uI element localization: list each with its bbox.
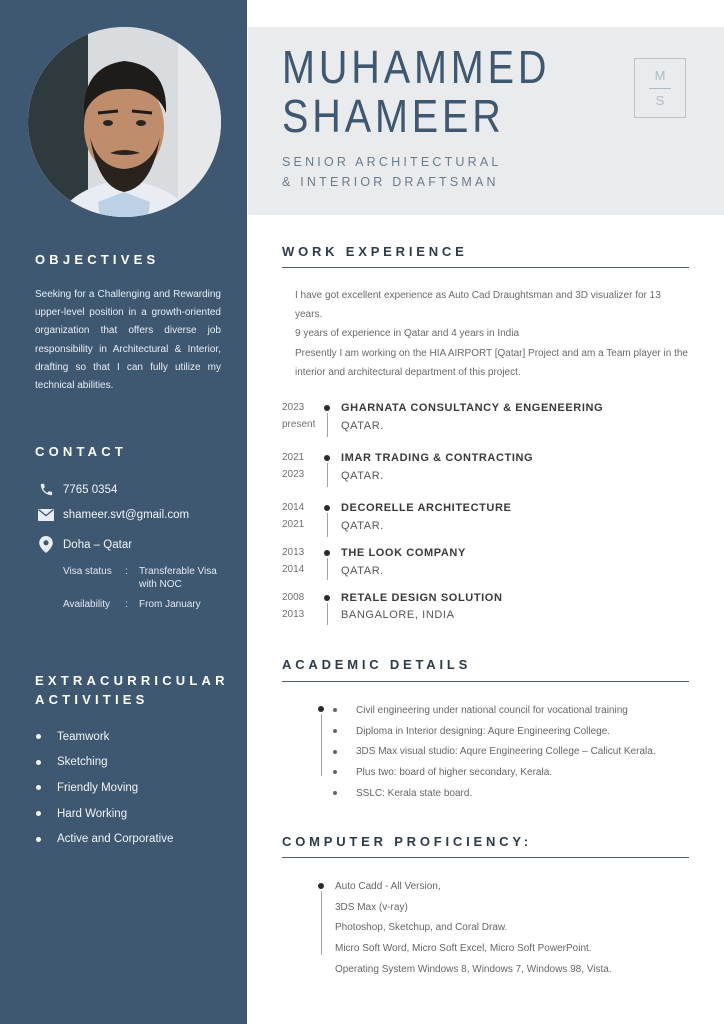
extracurricular-item: Active and Corporative [57,833,174,846]
academic-item: SSLC: Kerala state board. [356,787,473,799]
availability-value: From January [139,599,201,610]
timeline-dot [318,883,324,889]
job-years [282,500,304,534]
job-company: RETALE DESIGN SOLUTION [341,592,503,604]
job-year-to: present [282,418,316,430]
bullet-icon [36,811,41,816]
profile-photo-image [28,27,221,217]
monogram-logo [634,58,686,118]
bullet-icon [36,734,41,739]
timeline-line [321,714,322,776]
computer-proficiency-heading: COMPUTER PROFICIENCY: [282,834,533,849]
contact-heading: CONTACT [35,444,127,459]
monogram-top: M [654,68,666,83]
academic-item: Diploma in Interior designing: Aqure Engineering College. [356,725,611,737]
list-item [36,724,173,750]
monogram-divider [649,88,671,89]
timeline-dot [324,505,330,511]
job-year-to: 2014 [282,563,305,575]
extracurricular-item: Hard Working [57,807,128,820]
name-line2: SHAMEER [282,90,505,142]
job-title-line2: & INTERIOR DRAFTSMAN [282,174,499,189]
job-years [282,590,304,624]
list-item: Photoshop, Sketchup, and Coral Draw. [335,922,508,934]
extracurricular-item: Friendly Moving [57,781,139,794]
location-text: Doha – Qatar [63,538,133,551]
availability-row [63,598,227,611]
academic-item: Civil engineering under national council for vocational training [356,704,628,716]
extracurricular-item: Sketching [57,756,108,769]
availability-colon: : [125,599,128,610]
list-item: Auto Cadd - All Version, [335,880,441,892]
monogram-bottom: S [655,93,665,108]
timeline-dot [324,595,330,601]
visa-status-row [63,565,227,591]
visa-status-label: Visa status [63,566,112,577]
profile-photo [28,27,221,217]
bullet-icon [36,760,41,765]
extracurricular-heading-line1: EXTRACURRICULAR [35,673,229,688]
timeline-line [327,463,328,487]
academic-heading: ACADEMIC DETAILS [282,657,472,672]
extracurricular-list [36,724,173,852]
work-experience-heading: WORK EXPERIENCE [282,244,468,259]
contact-email [37,509,189,521]
phone-icon [37,482,55,497]
objectives-text: Seeking for a Challenging and Rewarding upper-level position in a growth-oriented organization that offers diverse job responsibility in Architectural & Interior, drafting so that I can fully utilize my technical abilities. [35,289,221,392]
list-item [36,801,173,827]
job-company: DECORELLE ARCHITECTURE [341,502,512,514]
list-item [333,741,656,762]
timeline-line [327,558,328,580]
summary-line: Presently I am working on the HIA AIRPORT [Qatar] Project and am a Team player in the interior and architectural department of this project. [295,347,688,378]
section-divider [282,681,689,682]
timeline-dot [324,550,330,556]
timeline-line [327,413,328,437]
job-year-to: 2023 [282,468,305,480]
candidate-name [282,43,550,141]
list-item: Micro Soft Word, Micro Soft Excel, Micro Soft PowerPoint. [335,943,592,955]
job-years [282,400,315,434]
list-item: Operating System Windows 8, Windows 7, Windows 98, Vista. [335,964,612,976]
list-item [333,762,656,783]
list-item [333,700,656,721]
job-company: THE LOOK COMPANY [341,547,466,559]
job-country: QATAR. [341,565,384,577]
extracurricular-item: Teamwork [57,730,110,743]
list-item: 3DS Max (v-ray) [335,901,408,913]
timeline-line [327,603,328,625]
bullet-icon [333,708,337,712]
sidebar [0,0,247,1024]
availability-label: Availability [63,599,111,610]
job-year-from: 2021 [282,452,305,463]
bullet-icon [333,750,337,754]
job-years [282,545,304,579]
summary-line: 9 years of experience in Qatar and 4 years in India [295,328,520,340]
computer-proficiency-list [335,876,612,980]
bullet-icon [36,785,41,790]
job-year-from: 2013 [282,547,305,558]
list-item [333,721,656,742]
job-country: BANGALORE, INDIA [341,609,455,621]
contact-phone [37,482,117,497]
job-company: GHARNATA CONSULTANCY & ENGENEERING [341,402,604,414]
job-year-to: 2021 [282,518,305,530]
name-line1: MUHAMMED [282,41,551,93]
timeline-dot [324,405,330,411]
contact-location [37,536,132,553]
location-pin-icon [37,536,55,553]
bullet-icon [36,837,41,842]
email-address: shameer.svt@gmail.com [63,509,190,521]
objectives-heading: OBJECTIVES [35,252,160,267]
bullet-icon [333,791,337,795]
list-item [36,775,173,801]
academic-list [333,700,656,803]
timeline-line [321,891,322,955]
visa-status-value: Transferable Visa with NOC [139,566,217,590]
summary-line: I have got excellent experience as Auto Cad Draughtsman and 3D visualizer for 13 years. [295,290,661,321]
job-company: IMAR TRADING & CONTRACTING [341,452,534,464]
job-year-from: 2014 [282,502,305,513]
list-item [36,826,173,852]
visa-colon: : [125,566,128,577]
job-country: QATAR. [341,520,384,532]
phone-number: 7765 0354 [63,483,118,496]
academic-item: 3DS Max visual studio: Aqure Engineering College – Calicut Kerala. [356,746,656,758]
envelope-icon [37,509,55,521]
experience-summary [295,286,689,382]
extracurricular-heading-line2: ACTIVITIES [35,692,149,707]
job-title-line1: SENIOR ARCHITECTURAL [282,155,502,169]
bullet-icon [333,729,337,733]
bullet-icon [333,770,337,774]
job-title [282,153,502,192]
job-year-from: 2023 [282,402,305,413]
list-item [333,783,656,804]
academic-item: Plus two: board of higher secondary, Kerala. [356,766,553,778]
job-years [282,450,304,484]
job-country: QATAR. [341,470,384,482]
timeline-line [327,513,328,537]
timeline-dot [324,455,330,461]
timeline-dot [318,706,324,712]
job-country: QATAR. [341,420,384,432]
section-divider [282,267,689,268]
extracurricular-heading [35,671,229,709]
job-year-to: 2013 [282,608,305,620]
list-item [36,750,173,776]
section-divider [282,857,689,858]
job-year-from: 2008 [282,592,305,603]
